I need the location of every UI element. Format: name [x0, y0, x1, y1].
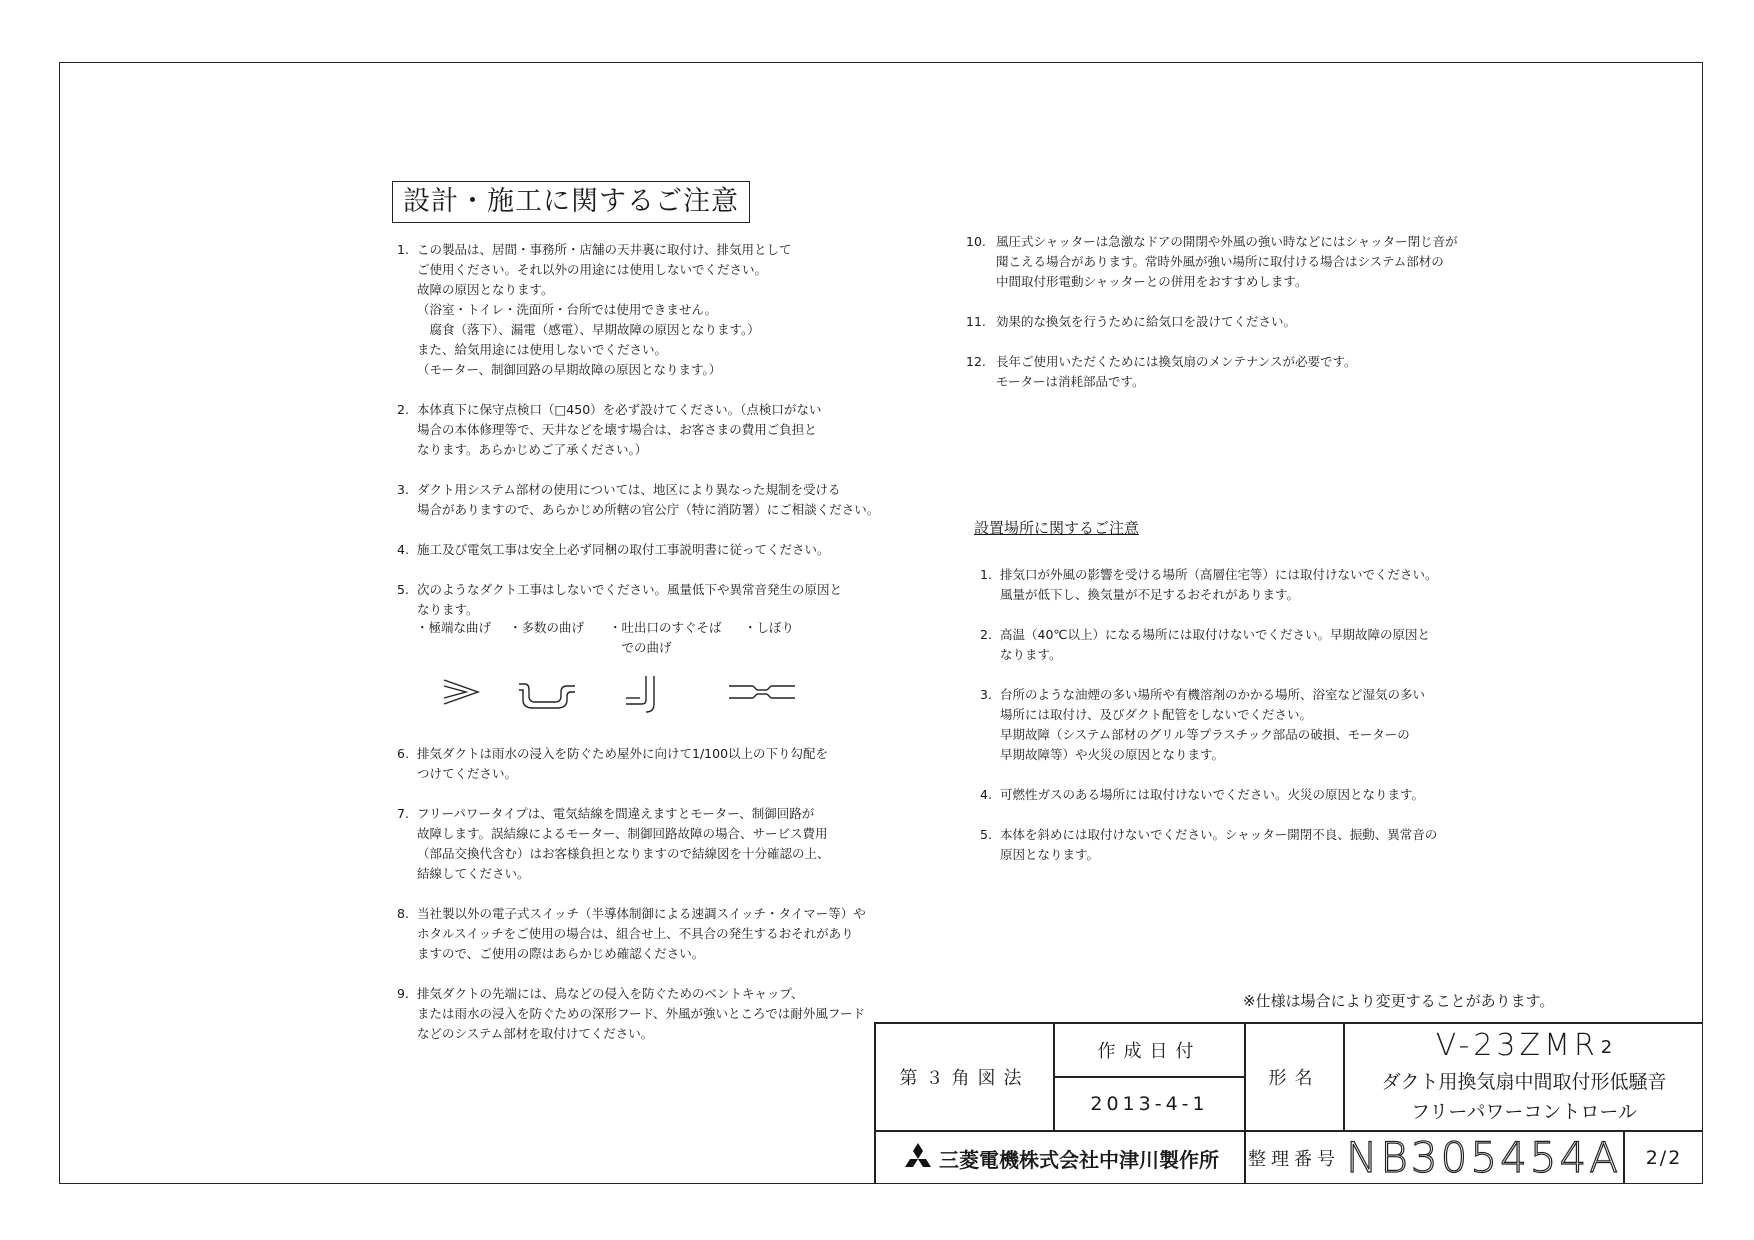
note-line: 結線してください。 [417, 866, 530, 881]
section2-notes [980, 565, 1440, 885]
note-number: 4. [397, 542, 409, 557]
note-line: つけてください。 [417, 766, 518, 781]
note-number: 8. [397, 906, 409, 921]
note-4 [397, 540, 837, 560]
section1-title: 設計・施工に関するご注意 [392, 181, 750, 223]
note-line: また、給気用途には使用しないでください。 [417, 342, 668, 357]
model-number [1345, 1026, 1703, 1064]
note-number: 2. [980, 627, 992, 642]
model-main: V-23ZMR [1435, 1027, 1599, 1063]
note-line: 中間取付形電動シャッターとの併用をおすすめします。 [996, 274, 1308, 289]
manufacturer [876, 1132, 1244, 1184]
docno-label: 整理番号 [1248, 1149, 1340, 1170]
note-line: 施工及び電気工事は安全上必ず同梱の取付工事説明書に従ってください。 [417, 542, 830, 557]
note-3 [397, 480, 880, 520]
note-8 [397, 904, 866, 964]
note-number: 10. [966, 234, 986, 249]
model-suffix: 2 [1600, 1037, 1613, 1058]
note-line: 本体を斜めには取付けないでください。シャッター開閉不良、振動、異常音の [1000, 827, 1438, 842]
bend-near-outlet-icon [622, 674, 662, 714]
location-note-5 [980, 825, 1440, 865]
note-line: 早期故障（システム部材のグリル等プラスチック部品の破損、モーターの [1000, 727, 1410, 742]
note-number: 3. [980, 687, 992, 702]
note-line: なります。 [417, 602, 479, 617]
duct-label-multiple-bends: ・多数の曲げ [509, 620, 585, 635]
spec-change-note: ※仕様は場合により変更することがあります。 [1243, 992, 1555, 1010]
location-note-3 [980, 685, 1440, 765]
document-number: NB305454A [1346, 1132, 1621, 1182]
note-line: などのシステム部材を取付けてください。 [417, 1026, 654, 1041]
note-line: 故障の原因となります。 [417, 282, 554, 297]
note-line: 早期故障等）や火災の原因となります。 [1000, 747, 1225, 762]
duct-example-labels [397, 618, 837, 674]
note-5 [397, 580, 843, 620]
note-number: 5. [980, 827, 992, 842]
note-line: 場合がありますので、あらかじめ所轄の官公庁（特に消防署）にご相談ください。 [417, 502, 880, 517]
drawing-frame [59, 62, 1703, 1184]
note-10 [966, 232, 1458, 292]
note-line: （浴室・トイレ・洗面所・台所では使用できません。 [417, 302, 718, 317]
note-line: 台所のような油煙の多い場所や有機溶剤のかかる場所、浴室など湿気の多い [1000, 687, 1426, 702]
section1-notes [397, 240, 880, 1064]
location-note-4 [980, 785, 1440, 805]
duct-label-bend-near-outlet: ・吐出口のすぐそば での曲げ [609, 620, 722, 655]
note-number: 1. [397, 242, 409, 257]
location-note-2 [980, 625, 1440, 665]
note-number: 2. [397, 402, 409, 417]
duct-label-constriction: ・しぼり [744, 620, 795, 635]
note-line: ますので、ご使用の際はあらかじめ確認ください。 [417, 946, 705, 961]
note-line: 長年ご使用いただくためには換気扇のメンテナンスが必要です。 [996, 354, 1357, 369]
note-line: 腐食（落下）、漏電（感電）、早期故障の原因となります。） [417, 322, 760, 337]
note-line: 風圧式シャッターは急激なドアの開閉や外風の強い時などにはシャッター閉じ音が [996, 234, 1458, 249]
note-line: 故障します。誤結線によるモーター、制御回路故障の場合、サービス費用 [417, 826, 828, 841]
product-description-1: ダクト用換気扇中間取付形低騒音 [1381, 1070, 1667, 1093]
note-11 [966, 312, 1436, 332]
note-line: 場合の本体修理等で、天井などを壊す場合は、お客さまの費用ご負担と [417, 422, 817, 437]
note-number: 3. [397, 482, 409, 497]
note-line: フリーパワータイプは、電気結線を間違えますとモーター、制御回路が [417, 806, 815, 821]
note-line: または雨水の浸入を防ぐための深形フード、外風が強いところでは耐外風フード [417, 1006, 866, 1021]
created-date: 2013-4-1 [1090, 1093, 1209, 1115]
note-line: 高温（40℃以上）になる場所には取付けないでください。早期故障の原因と [1000, 627, 1430, 642]
note-number: 12. [966, 354, 986, 369]
note-number: 5. [397, 582, 409, 597]
note-line: ホタルスイッチをご使用の場合は、組合せ上、不具合の発生するおそれがあり [417, 926, 854, 941]
page-number: 2/2 [1645, 1147, 1683, 1169]
section2-title: 設置場所に関するご注意 [974, 519, 1140, 537]
note-line: 効果的な換気を行うために給気口を設けてください。 [996, 314, 1297, 329]
note-line: なります。 [1000, 647, 1062, 662]
note-line: ご使用ください。それ以外の用途には使用しないでください。 [417, 262, 768, 277]
location-note-1 [980, 565, 1440, 605]
note-number: 4. [980, 787, 992, 802]
note-line: なります。あらかじめご了承ください。） [417, 442, 648, 457]
note-line: この製品は、居間・事務所・店舗の天井裏に取付け、排気用として [417, 242, 792, 257]
note-7 [397, 804, 837, 884]
duct-example-figures [397, 674, 837, 718]
note-line: 聞こえる場合があります。常時外風が強い場所に取付ける場合はシステム部材の [996, 254, 1444, 269]
note-line: 本体真下に保守点検口（□450）を必ず設けてください。（点検口がない [417, 402, 822, 417]
note-line: 可燃性ガスのある場所には取付けないでください。火災の原因となります。 [1000, 787, 1425, 802]
note-line: 排気ダクトの先端には、鳥などの侵入を防ぐためのベントキャップ、 [417, 986, 804, 1001]
note-line: 当社製以外の電子式スイッチ（半導体制御による速調スイッチ・タイマー等）や [417, 906, 866, 921]
note-line: （モーター、制御回路の早期故障の原因となります。） [417, 362, 722, 377]
note-number: 9. [397, 986, 409, 1001]
mitsubishi-logo-icon [901, 1143, 935, 1173]
note-line: 排気ダクトは雨水の浸入を防ぐため屋外に向けて1/100以上の下り勾配を [417, 746, 829, 761]
duct-label-sharp-bend: ・極端な曲げ [416, 620, 492, 635]
section1-notes-continued [966, 232, 1458, 412]
note-2 [397, 400, 837, 460]
note-line: モーターは消耗部品です。 [996, 374, 1145, 389]
note-line: 風量が低下し、換気量が不足するおそれがあります。 [1000, 587, 1300, 602]
note-line: ダクト用システム部材の使用については、地区により異なった規制を受ける [417, 482, 841, 497]
projection-method: 第３角図法 [899, 1068, 1030, 1089]
product-description-2: フリーパワーコントロール [1411, 1100, 1637, 1123]
date-label: 作成日付 [1097, 1041, 1202, 1062]
note-number: 11. [966, 314, 986, 329]
sharp-bend-icon [442, 674, 482, 710]
note-number: 1. [980, 567, 992, 582]
note-number: 7. [397, 806, 409, 821]
manufacturer-name: 三菱電機株式会社中津川製作所 [939, 1147, 1219, 1172]
note-9 [397, 984, 866, 1044]
note-line: 排気口が外風の影響を受ける場所（高層住宅等）には取付けないでください。 [1000, 567, 1438, 582]
note-line: （部品交換代含む）はお客様負担となりますので結線図を十分確認の上、 [417, 846, 830, 861]
note-6 [397, 744, 837, 784]
note-line: 原因となります。 [1000, 847, 1100, 862]
constriction-icon [727, 674, 797, 710]
multiple-bends-icon [517, 674, 577, 710]
model-label: 形名 [1268, 1068, 1321, 1089]
note-12 [966, 352, 1436, 392]
note-line: 次のようなダクト工事はしないでください。風量低下や異常音発生の原因と [417, 582, 843, 597]
note-line: 場所には取付け、及びダクト配管をしないでください。 [1000, 707, 1313, 722]
note-1 [397, 240, 837, 380]
note-number: 6. [397, 746, 409, 761]
